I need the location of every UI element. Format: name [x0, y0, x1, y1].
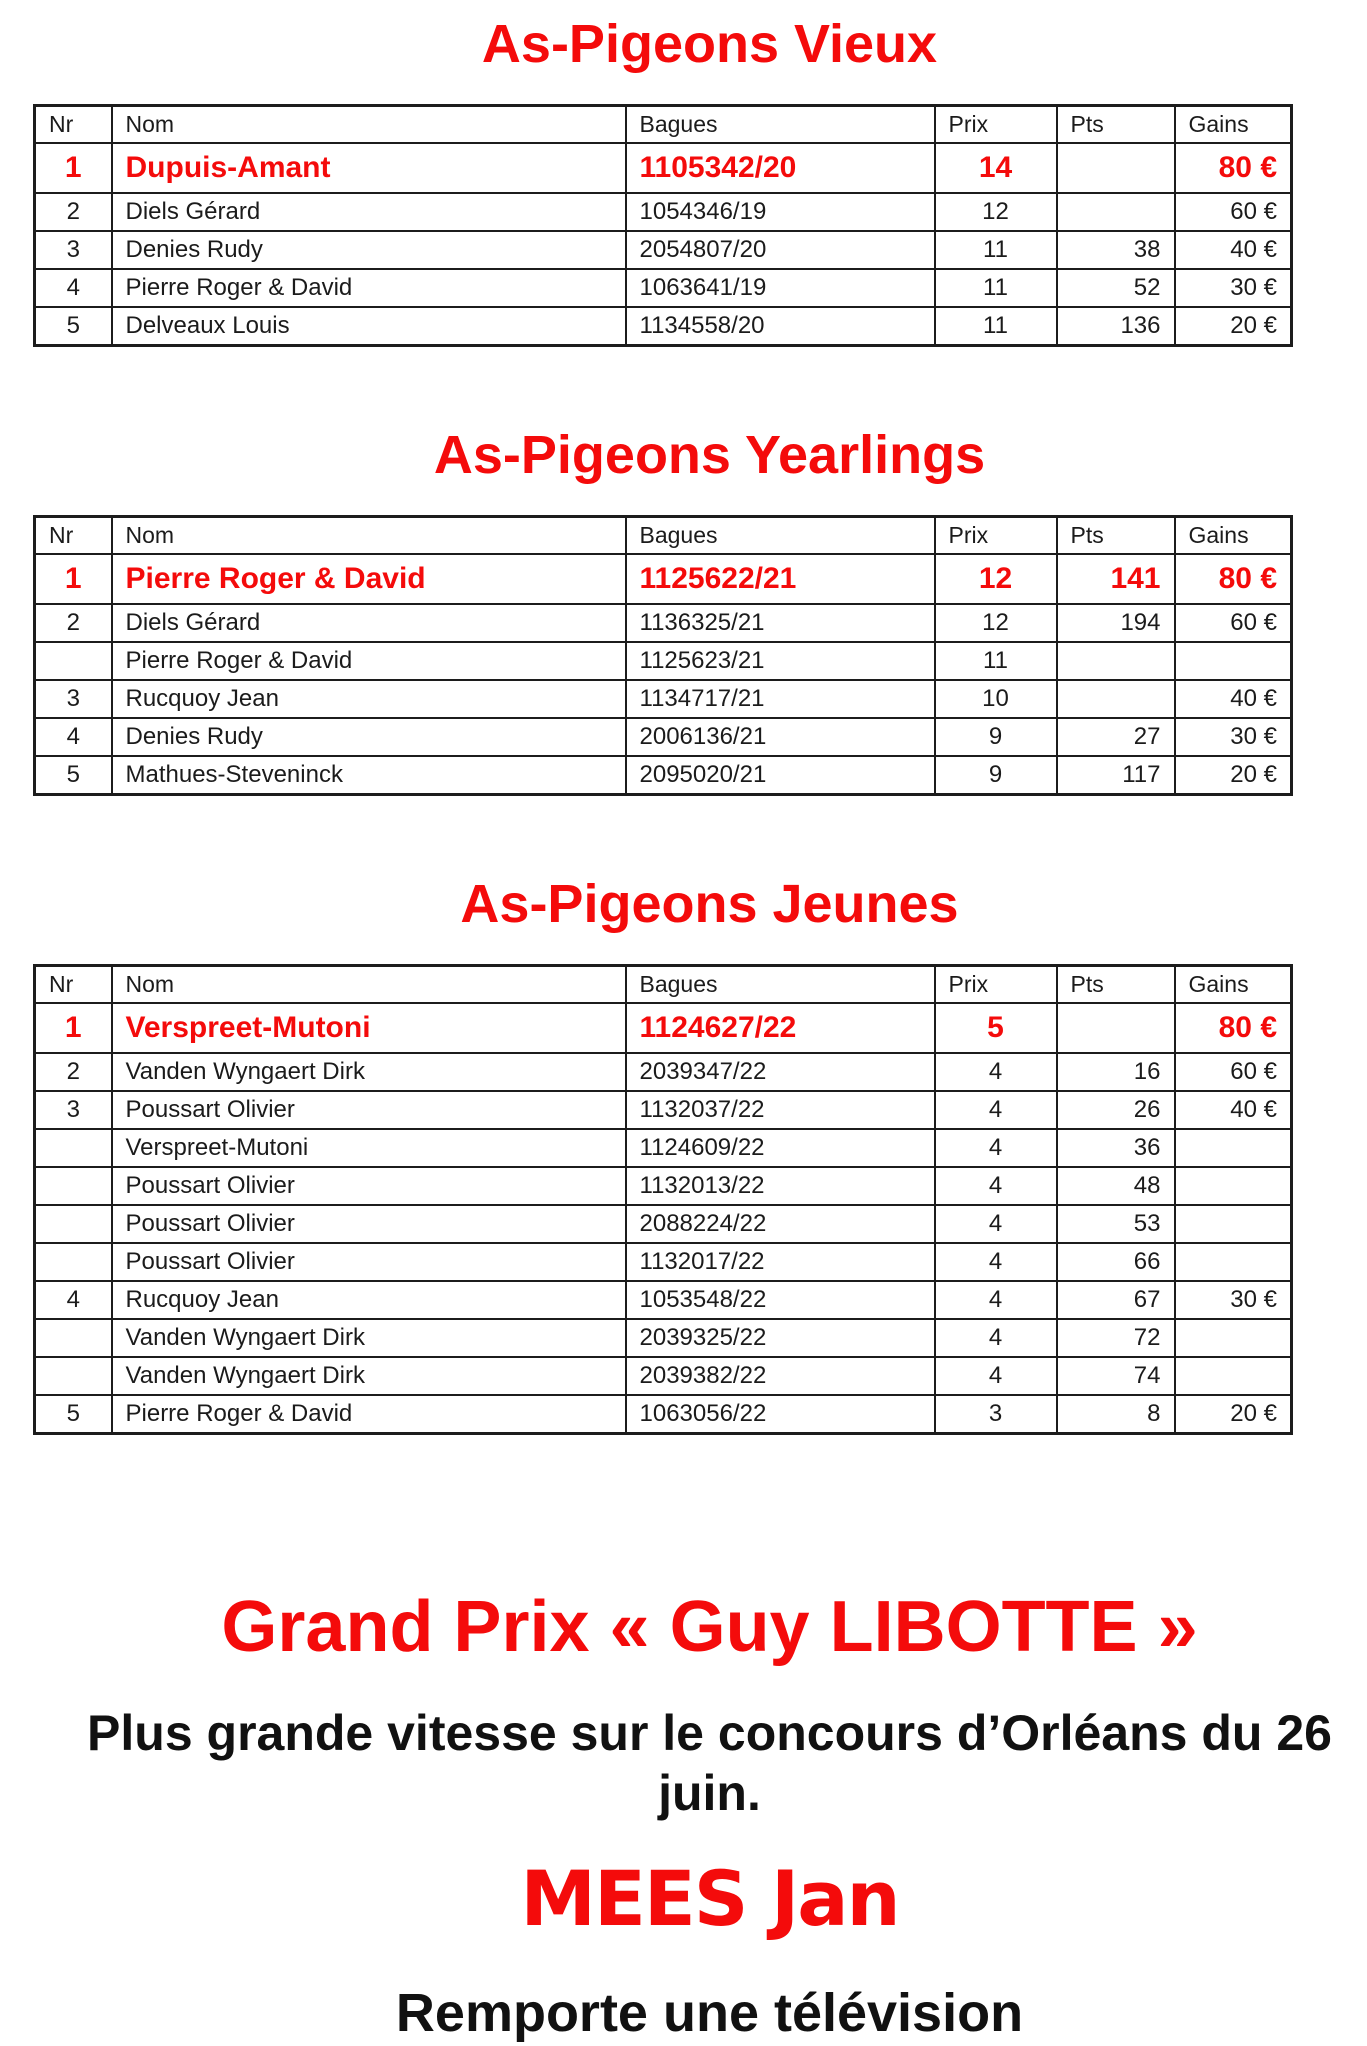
cell-nom: Poussart Olivier: [112, 1091, 626, 1129]
table-row: [35, 269, 1292, 307]
header-nr: Nr: [35, 106, 112, 144]
table-row: [35, 1243, 1292, 1281]
header-bagues: Bagues: [626, 966, 935, 1004]
header-prix: Prix: [935, 966, 1057, 1004]
cell-gains: 40 €: [1175, 231, 1292, 269]
cell-prix: 4: [935, 1167, 1057, 1205]
cell-nom: Verspreet-Mutoni: [112, 1129, 626, 1167]
cell-pts: 27: [1057, 718, 1175, 756]
table-row: [35, 1395, 1292, 1434]
cell-pts: 16: [1057, 1053, 1175, 1091]
cell-nr: 5: [35, 756, 112, 795]
cell-prix: 4: [935, 1319, 1057, 1357]
cell-nr: 1: [35, 554, 112, 604]
cell-bagues: 1124609/22: [626, 1129, 935, 1167]
cell-nr: [35, 1243, 112, 1281]
cell-nom: Mathues-Steveninck: [112, 756, 626, 795]
table-row: [35, 1205, 1292, 1243]
cell-prix: 9: [935, 756, 1057, 795]
cell-pts: 8: [1057, 1395, 1175, 1434]
cell-nom: Rucquoy Jean: [112, 680, 626, 718]
results-table-jeunes: [33, 964, 1293, 1435]
cell-nom: Delveaux Louis: [112, 307, 626, 346]
cell-bagues: 1132017/22: [626, 1243, 935, 1281]
cell-nr: 2: [35, 1053, 112, 1091]
table-row: [35, 1281, 1292, 1319]
cell-pts: 53: [1057, 1205, 1175, 1243]
cell-nr: [35, 1205, 112, 1243]
page: [0, 12, 1367, 2046]
cell-bagues: 1125623/21: [626, 642, 935, 680]
cell-prix: 9: [935, 718, 1057, 756]
cell-prix: 12: [935, 554, 1057, 604]
table-row: [35, 554, 1292, 604]
cell-gains: 80 €: [1175, 554, 1292, 604]
header-nom: Nom: [112, 966, 626, 1004]
cell-nr: [35, 1167, 112, 1205]
cell-nom: Vanden Wyngaert Dirk: [112, 1319, 626, 1357]
cell-bagues: 1063056/22: [626, 1395, 935, 1434]
cell-prix: 11: [935, 642, 1057, 680]
header-gains: Gains: [1175, 517, 1292, 555]
cell-gains: 20 €: [1175, 1395, 1292, 1434]
cell-bagues: 1132013/22: [626, 1167, 935, 1205]
cell-bagues: 2039347/22: [626, 1053, 935, 1091]
cell-nom: Pierre Roger & David: [112, 642, 626, 680]
cell-nom: Vanden Wyngaert Dirk: [112, 1357, 626, 1395]
cell-gains: 30 €: [1175, 1281, 1292, 1319]
cell-nr: 4: [35, 1281, 112, 1319]
footer: [0, 1585, 1367, 2046]
table-row: [35, 718, 1292, 756]
cell-pts: 136: [1057, 307, 1175, 346]
table-row: [35, 1091, 1292, 1129]
cell-bagues: 1105342/20: [626, 143, 935, 193]
cell-nr: 1: [35, 1003, 112, 1053]
cell-nr: 4: [35, 718, 112, 756]
grand-prix-winner: MEES Jan: [520, 1854, 899, 1943]
header-prix: Prix: [935, 517, 1057, 555]
cell-pts: 117: [1057, 756, 1175, 795]
cell-nom: Verspreet-Mutoni: [112, 1003, 626, 1053]
cell-bagues: 1134558/20: [626, 307, 935, 346]
cell-nom: Pierre Roger & David: [112, 554, 626, 604]
section-title-vieux: As-Pigeons Vieux: [481, 14, 938, 74]
cell-pts: 141: [1057, 554, 1175, 604]
grand-prix-prize: Remporte une télévision: [395, 1983, 1024, 2043]
cell-nom: Pierre Roger & David: [112, 269, 626, 307]
cell-pts: [1057, 642, 1175, 680]
cell-nom: Dupuis-Amant: [112, 143, 626, 193]
cell-pts: 26: [1057, 1091, 1175, 1129]
table-header-row: [35, 106, 1292, 144]
cell-pts: [1057, 680, 1175, 718]
cell-nr: 5: [35, 1395, 112, 1434]
section-title-yearlings: As-Pigeons Yearlings: [433, 425, 986, 485]
header-pts: Pts: [1057, 966, 1175, 1004]
cell-nr: [35, 642, 112, 680]
cell-bagues: 2088224/22: [626, 1205, 935, 1243]
cell-bagues: 1054346/19: [626, 193, 935, 231]
cell-nr: 3: [35, 231, 112, 269]
cell-prix: 3: [935, 1395, 1057, 1434]
cell-bagues: 1053548/22: [626, 1281, 935, 1319]
cell-prix: 11: [935, 307, 1057, 346]
header-pts: Pts: [1057, 517, 1175, 555]
section-title-jeunes: As-Pigeons Jeunes: [460, 874, 959, 934]
cell-pts: 48: [1057, 1167, 1175, 1205]
cell-gains: [1175, 1167, 1292, 1205]
cell-nom: Rucquoy Jean: [112, 1281, 626, 1319]
results-table-vieux: [33, 104, 1293, 347]
cell-pts: 74: [1057, 1357, 1175, 1395]
cell-gains: 60 €: [1175, 193, 1292, 231]
header-nr: Nr: [35, 517, 112, 555]
cell-pts: 194: [1057, 604, 1175, 642]
cell-nr: [35, 1357, 112, 1395]
grand-prix-subtitle: Plus grande vitesse sur le concours d’Orléans du 26 juin.: [87, 1705, 1332, 1821]
cell-nr: 2: [35, 604, 112, 642]
cell-nom: Pierre Roger & David: [112, 1395, 626, 1434]
cell-pts: 38: [1057, 231, 1175, 269]
cell-pts: 66: [1057, 1243, 1175, 1281]
cell-gains: 40 €: [1175, 1091, 1292, 1129]
header-gains: Gains: [1175, 106, 1292, 144]
cell-bagues: 1132037/22: [626, 1091, 935, 1129]
cell-nr: 1: [35, 143, 112, 193]
cell-prix: 4: [935, 1053, 1057, 1091]
cell-gains: [1175, 1357, 1292, 1395]
cell-nom: Diels Gérard: [112, 193, 626, 231]
table-row: [35, 193, 1292, 231]
table-row: [35, 1129, 1292, 1167]
cell-prix: 10: [935, 680, 1057, 718]
cell-bagues: 1063641/19: [626, 269, 935, 307]
cell-prix: 4: [935, 1205, 1057, 1243]
cell-nr: [35, 1319, 112, 1357]
cell-prix: 4: [935, 1091, 1057, 1129]
header-prix: Prix: [935, 106, 1057, 144]
header-bagues: Bagues: [626, 517, 935, 555]
cell-prix: 4: [935, 1243, 1057, 1281]
cell-gains: 20 €: [1175, 307, 1292, 346]
table-row: [35, 1319, 1292, 1357]
cell-gains: 60 €: [1175, 1053, 1292, 1091]
cell-prix: 4: [935, 1357, 1057, 1395]
cell-nom: Denies Rudy: [112, 718, 626, 756]
cell-nom: Poussart Olivier: [112, 1205, 626, 1243]
cell-prix: 5: [935, 1003, 1057, 1053]
cell-prix: 11: [935, 231, 1057, 269]
cell-gains: 30 €: [1175, 718, 1292, 756]
cell-nom: Denies Rudy: [112, 231, 626, 269]
cell-nr: [35, 1129, 112, 1167]
cell-gains: [1175, 1129, 1292, 1167]
cell-gains: 30 €: [1175, 269, 1292, 307]
cell-nr: 5: [35, 307, 112, 346]
results-table-yearlings: [33, 515, 1293, 796]
cell-nr: 3: [35, 680, 112, 718]
cell-bagues: 1134717/21: [626, 680, 935, 718]
cell-nr: 2: [35, 193, 112, 231]
table-row: [35, 1003, 1292, 1053]
table-header-row: [35, 966, 1292, 1004]
header-nom: Nom: [112, 106, 626, 144]
cell-nom: Vanden Wyngaert Dirk: [112, 1053, 626, 1091]
header-nr: Nr: [35, 966, 112, 1004]
cell-bagues: 2095020/21: [626, 756, 935, 795]
cell-prix: 14: [935, 143, 1057, 193]
cell-nom: Poussart Olivier: [112, 1167, 626, 1205]
section-jeunes: [0, 872, 1367, 1435]
table-row: [35, 1357, 1292, 1395]
header-pts: Pts: [1057, 106, 1175, 144]
cell-bagues: 1136325/21: [626, 604, 935, 642]
cell-pts: [1057, 1003, 1175, 1053]
cell-prix: 12: [935, 604, 1057, 642]
cell-bagues: 1125622/21: [626, 554, 935, 604]
cell-prix: 4: [935, 1129, 1057, 1167]
cell-pts: 52: [1057, 269, 1175, 307]
table-row: [35, 604, 1292, 642]
table-row: [35, 231, 1292, 269]
cell-gains: 80 €: [1175, 1003, 1292, 1053]
cell-gains: 40 €: [1175, 680, 1292, 718]
grand-prix-title: Grand Prix « Guy LIBOTTE »: [221, 1587, 1198, 1667]
cell-gains: [1175, 1243, 1292, 1281]
cell-gains: [1175, 1319, 1292, 1357]
cell-prix: 4: [935, 1281, 1057, 1319]
table-row: [35, 307, 1292, 346]
cell-pts: [1057, 193, 1175, 231]
table-header-row: [35, 517, 1292, 555]
section-yearlings: [0, 423, 1367, 796]
cell-bagues: 2039325/22: [626, 1319, 935, 1357]
cell-nr: 4: [35, 269, 112, 307]
table-row: [35, 680, 1292, 718]
cell-pts: 36: [1057, 1129, 1175, 1167]
table-row: [35, 642, 1292, 680]
section-vieux: [0, 12, 1367, 347]
header-nom: Nom: [112, 517, 626, 555]
cell-prix: 12: [935, 193, 1057, 231]
cell-bagues: 2039382/22: [626, 1357, 935, 1395]
cell-pts: 67: [1057, 1281, 1175, 1319]
cell-bagues: 1124627/22: [626, 1003, 935, 1053]
cell-pts: 72: [1057, 1319, 1175, 1357]
cell-pts: [1057, 143, 1175, 193]
cell-gains: [1175, 642, 1292, 680]
header-bagues: Bagues: [626, 106, 935, 144]
cell-gains: [1175, 1205, 1292, 1243]
cell-nom: Poussart Olivier: [112, 1243, 626, 1281]
cell-bagues: 2006136/21: [626, 718, 935, 756]
cell-bagues: 2054807/20: [626, 231, 935, 269]
table-row: [35, 756, 1292, 795]
cell-nom: Diels Gérard: [112, 604, 626, 642]
cell-gains: 20 €: [1175, 756, 1292, 795]
cell-prix: 11: [935, 269, 1057, 307]
header-gains: Gains: [1175, 966, 1292, 1004]
table-row: [35, 1053, 1292, 1091]
table-row: [35, 1167, 1292, 1205]
table-row: [35, 143, 1292, 193]
cell-gains: 80 €: [1175, 143, 1292, 193]
cell-gains: 60 €: [1175, 604, 1292, 642]
cell-nr: 3: [35, 1091, 112, 1129]
